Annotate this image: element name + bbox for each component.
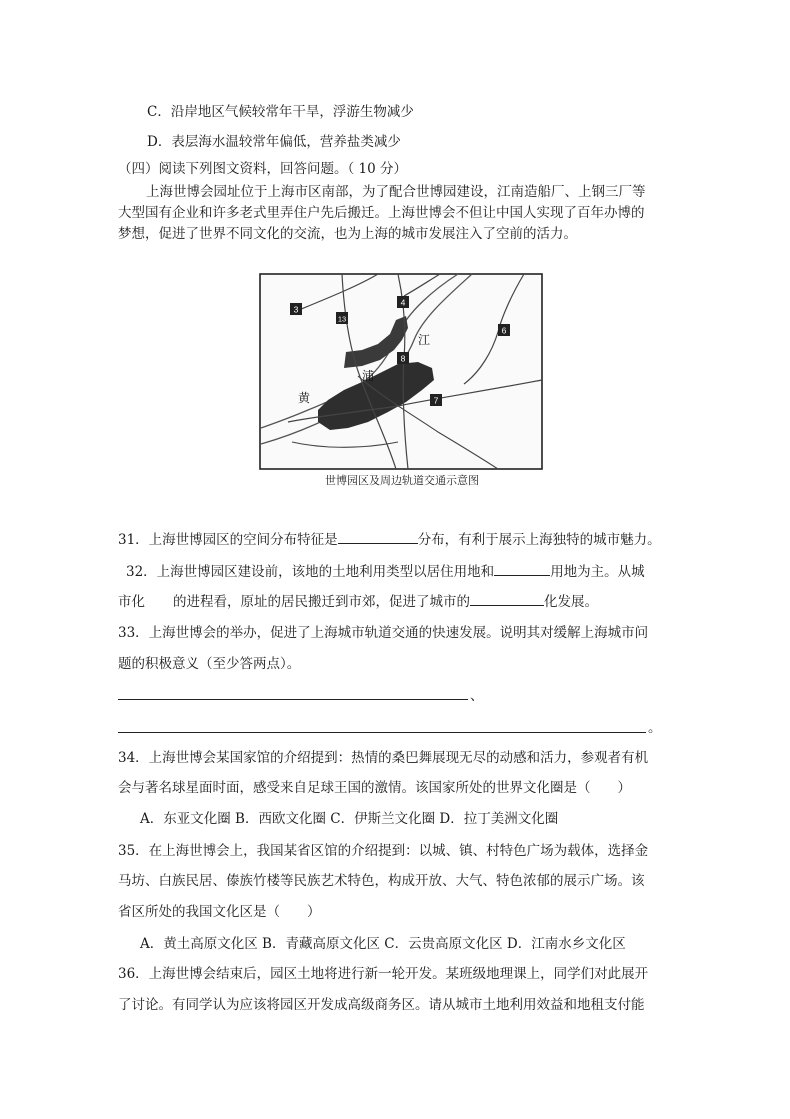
q33-answer-line-1[interactable] — [118, 699, 468, 700]
expo-transit-map — [258, 272, 544, 488]
map-caption: 世博园区及周边轨道交通示意图 — [325, 474, 479, 487]
line-badge-3 — [290, 303, 302, 315]
question-36-line-1: 36．上海世博会结束后，园区土地将进行新一轮开发。某班级地理课上，同学们对此展开 — [118, 966, 649, 982]
line-badge-7 — [430, 394, 442, 406]
intro-line-2: 大型国有企业和许多老式里弄住户先后搬迁。上海世博会不但让中国人实现了百年办博的 — [118, 205, 645, 221]
intro-line-3: 梦想，促进了世界不同文化的交流，也为上海的城市发展注入了空前的活力。 — [118, 226, 577, 242]
q31-text-b: 分布，有利于展示上海独特的城市魅力。 — [417, 532, 661, 548]
svg-text:6: 6 — [501, 325, 507, 336]
question-35-line-2: 马坊、白族民居、傣族竹楼等民族艺术特色，构成开放、大气、特色浓郁的展示广场。该 — [118, 873, 645, 889]
q32-text-a: 32．上海世博园区建设前，该地的土地利用类型以居住用地和 — [126, 564, 495, 580]
svg-text:3: 3 — [293, 304, 299, 315]
question-35-options: A．黄土高原文化区 B．青藏高原文化区 C．云贵高原文化区 D．江南水乡文化区 — [140, 936, 626, 952]
option-c: C．沿岸地区气候较常年干旱，浮游生物减少 — [147, 104, 414, 120]
question-34-line-2: 会与著名球星面时面，感受来自足球王国的激情。该国家所处的世界文化圈是（ ） — [118, 780, 631, 796]
svg-text:13: 13 — [337, 314, 347, 324]
line-badge-13 — [336, 312, 348, 324]
question-34-line-1: 34．上海世博会某国家馆的介绍提到：热情的桑巴舞展现无尽的动感和活力，参观者有机 — [118, 750, 649, 766]
question-32-line-1 — [126, 561, 645, 582]
q32-blank-1[interactable] — [494, 561, 550, 576]
question-35-line-3: 省区所处的我国文化区是（ ） — [118, 904, 321, 920]
q33-end-mark: 。 — [648, 720, 662, 736]
line-badge-8 — [397, 352, 409, 364]
svg-text:7: 7 — [433, 395, 439, 406]
q31-text-a: 31．上海世博园区的空间分布特征是 — [118, 532, 338, 548]
intro-line-1: 上海世博会园址位于上海市区南部，为了配合世博园建设，江南造船厂、上钢三厂等 — [146, 184, 646, 200]
question-36-line-2: 了讨论。有同学认为应该将园区开发成高级商务区。请从城市土地利用效益和地租支付能 — [118, 997, 645, 1013]
q32-blank-2[interactable] — [470, 591, 544, 606]
q33-separator: 、 — [470, 688, 484, 704]
q33-answer-line-2[interactable] — [118, 732, 646, 733]
q32-text-e: 化发展。 — [544, 594, 598, 610]
q31-blank[interactable] — [338, 529, 418, 544]
line-badge-4 — [397, 296, 409, 308]
question-31 — [118, 529, 661, 550]
river-char-jiang: 江 — [418, 333, 431, 347]
question-32-line-2 — [118, 591, 598, 612]
question-33-line-2: 题的积极意义（至少答两点）。 — [118, 656, 301, 672]
question-34-options: A．东亚文化圈 B．西欧文化圈 C．伊斯兰文化圈 D．拉丁美洲文化圈 — [140, 811, 559, 827]
line-badge-6 — [498, 324, 510, 336]
river-char-pu: 浦 — [362, 369, 375, 383]
question-35-line-1: 35．在上海世博会上，我国某省区馆的介绍提到：以城、镇、村特色广场为载体，选择金 — [118, 843, 649, 859]
river-char-huang: 黄 — [298, 391, 311, 405]
option-d: D．表层海水温较常年偏低，营养盐类减少 — [147, 134, 401, 150]
section-heading: （四）阅读下列图文资料，回答问题。（ 10 分） — [118, 161, 408, 177]
q32-text-d: 的进程看，原址的居民搬迁到市郊，促进了城市的 — [173, 594, 470, 610]
q32-text-c: 市化 — [118, 594, 145, 610]
svg-text:4: 4 — [400, 297, 406, 308]
question-33-line-1: 33．上海世博会的举办，促进了上海城市轨道交通的快速发展。说明其对缓解上海城市问 — [118, 625, 649, 641]
svg-text:8: 8 — [400, 353, 406, 364]
q32-text-b: 用地为主。从城 — [550, 564, 645, 580]
